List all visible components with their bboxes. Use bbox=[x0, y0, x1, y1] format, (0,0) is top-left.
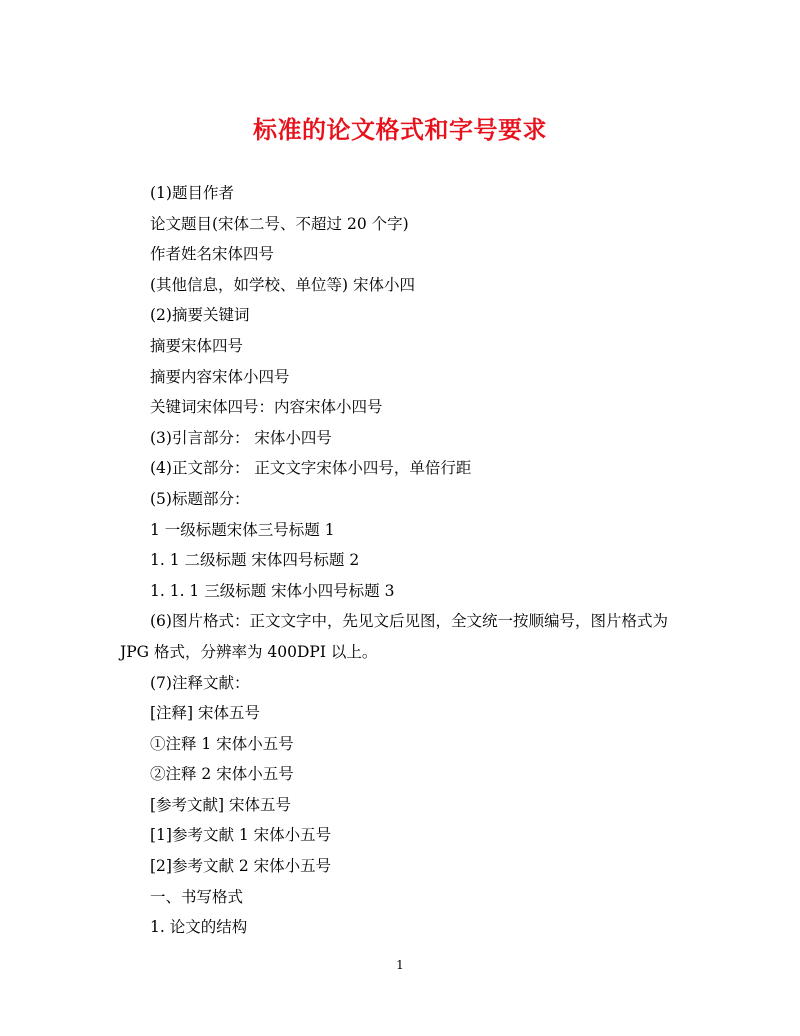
text-line-22: [1]参考文献 1 宋体小五号 bbox=[150, 826, 332, 845]
text-line-4: (其他信息，如学校、单位等) 宋体小四 bbox=[150, 275, 416, 294]
document-body bbox=[120, 178, 680, 943]
text-line-21: [参考文献] 宋体五号 bbox=[150, 795, 292, 814]
text-line-19: ①注释 1 宋体小五号 bbox=[150, 734, 294, 753]
text-line-12: 1 一级标题宋体三号标题 1 bbox=[150, 520, 335, 539]
text-line-6: 摘要宋体四号 bbox=[150, 336, 244, 355]
text-line-11: (5)标题部分： bbox=[150, 489, 250, 508]
text-line-10: (4)正文部分： 正文文字宋体小四号，单倍行距 bbox=[150, 459, 472, 478]
text-line-18: [注释] 宋体五号 bbox=[150, 704, 261, 723]
page-number: 1 bbox=[396, 958, 404, 972]
text-line-8: 关键词宋体四号：内容宋体小四号 bbox=[150, 398, 383, 417]
text-line-20: ②注释 2 宋体小五号 bbox=[150, 765, 294, 784]
text-line-2: 论文题目(宋体二号、不超过 20 个字) bbox=[150, 214, 409, 233]
text-line-25: 1. 论文的结构 bbox=[150, 918, 248, 937]
text-line-16: JPG 格式，分辨率为 400DPI 以上。 bbox=[120, 642, 378, 661]
text-line-1: (1)题目作者 bbox=[150, 184, 234, 202]
text-line-14: 1. 1. 1 三级标题 宋体小四号标题 3 bbox=[150, 581, 395, 600]
text-line-3: 作者姓名宋体四号 bbox=[150, 245, 275, 264]
text-line-9: (3)引言部分： 宋体小四号 bbox=[150, 428, 332, 447]
text-line-15: (6)图片格式：正文文字中，先见文后见图，全文统一按顺编号，图片格式为 bbox=[150, 612, 668, 631]
text-line-17: (7)注释文献： bbox=[150, 673, 250, 692]
text-line-24: 一、书写格式 bbox=[150, 887, 244, 906]
text-line-13: 1. 1 二级标题 宋体四号标题 2 bbox=[150, 551, 360, 570]
text-line-5: (2)摘要关键词 bbox=[150, 306, 250, 325]
text-line-23: [2]参考文献 2 宋体小五号 bbox=[150, 857, 332, 876]
page-title: 标准的论文格式和字号要求 bbox=[253, 115, 547, 144]
text-line-7: 摘要内容宋体小四号 bbox=[150, 367, 290, 386]
